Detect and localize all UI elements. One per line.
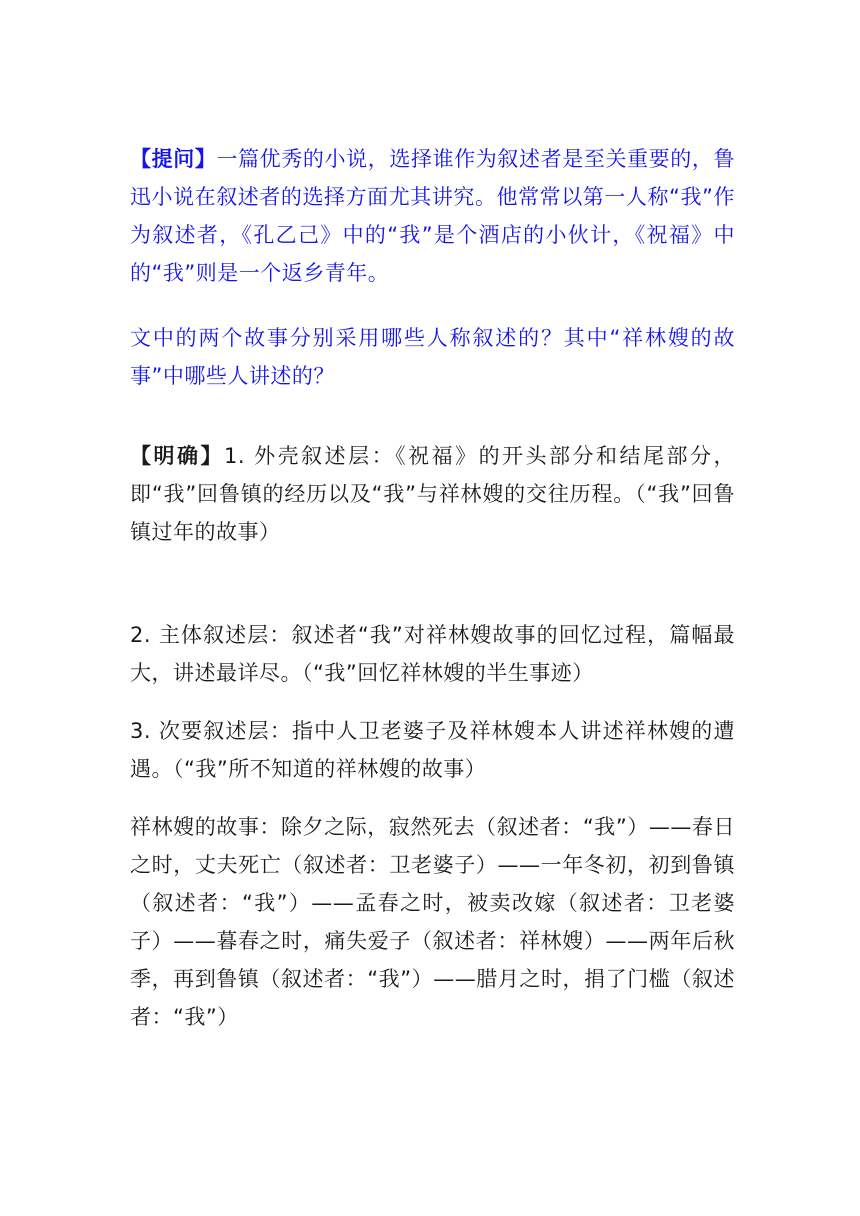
question-paragraph (130, 319, 735, 395)
answer-text-2: 2. 主体叙述层：叙述者“我”对祥林嫂故事的回忆过程，篇幅最大，讲述最详尽。（“我”回忆祥林嫂的半生事迹） (130, 623, 735, 685)
question-text: 文中的两个故事分别采用哪些人称叙述的？其中“祥林嫂的故事”中哪些人讲述的？ (130, 326, 735, 388)
answer-tag: 【明确】 (130, 444, 224, 468)
question-tag: 【提问】 (130, 147, 217, 171)
story-timeline-paragraph (130, 808, 735, 1036)
answer-text-1: 1. 外壳叙述层：《祝福》的开头部分和结尾部分，即“我”回鲁镇的经历以及“我”与祥林嫂的交往历程。（“我”回鲁镇过年的故事） (130, 444, 735, 544)
question-intro-paragraph (130, 140, 735, 292)
story-timeline-text: 祥林嫂的故事：除夕之际，寂然死去（叙述者：“我”）——春日之时，丈夫死亡（叙述者：卫老婆子）——一年冬初，初到鲁镇（叙述者：“我”）——孟春之时，被卖改嫁（叙述者：卫老婆子）——暮春之时，痛失爱子（叙述者：祥林嫂）——两年后秋季，再到鲁镇（叙述者：“我”）——腊月之时，捐了门槛（叙述者：“我”） (130, 815, 735, 1029)
answer-paragraph-1 (130, 437, 735, 551)
answer-text-3: 3. 次要叙述层：指中人卫老婆子及祥林嫂本人讲述祥林嫂的遭遇。（“我”所不知道的祥林嫂的故事） (130, 719, 735, 781)
answer-paragraph-3 (130, 712, 735, 788)
answer-paragraph-2 (130, 616, 735, 692)
question-intro-text: 一篇优秀的小说，选择谁作为叙述者是至关重要的，鲁迅小说在叙述者的选择方面尤其讲究。他常常以第一人称“我”作为叙述者，《孔乙己》中的“我”是个酒店的小伙计，《祝福》中的“我”则是一个返乡青年。 (130, 147, 736, 285)
